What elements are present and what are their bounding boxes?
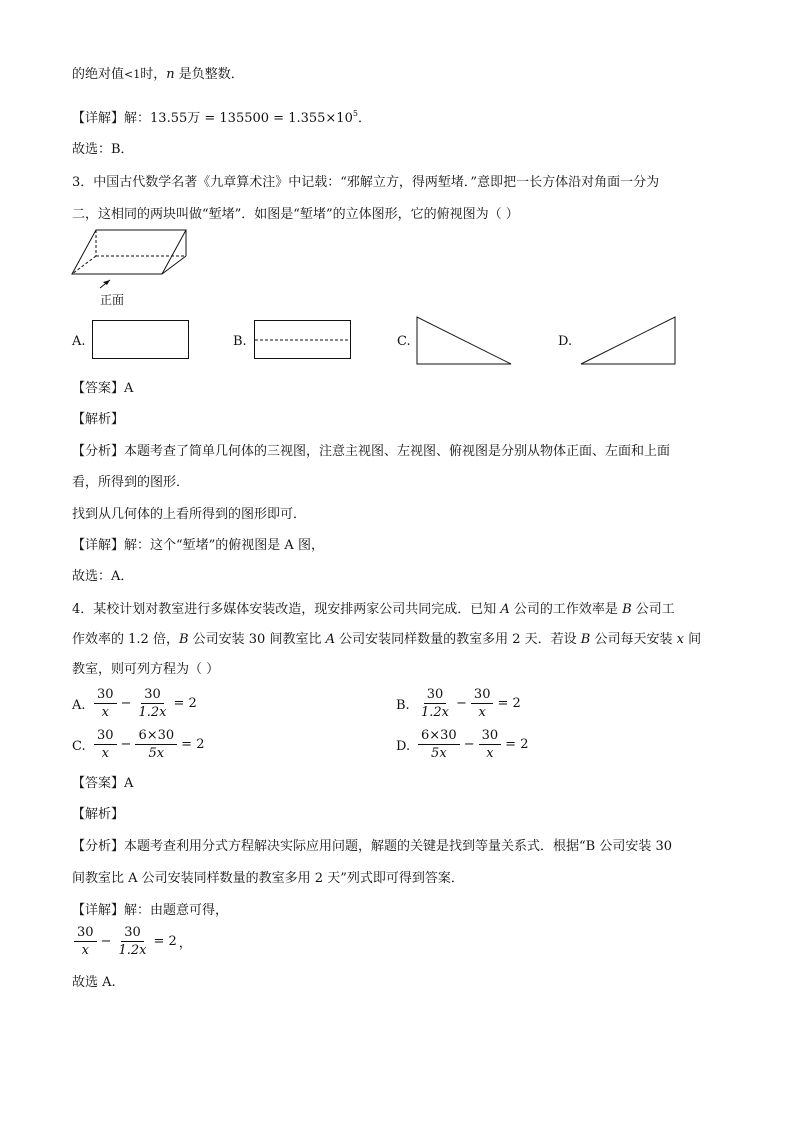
fraction xyxy=(135,687,169,720)
denominator: 5x xyxy=(431,746,447,761)
numerator: 30 xyxy=(74,925,97,942)
q3-detail: 【详解】解：这个“堑堵”的俯视图是 A 图， xyxy=(72,538,324,553)
numerator: 30 xyxy=(424,687,447,704)
equals-value: = 2 xyxy=(173,696,197,711)
q4-option-d-label[interactable]: D. xyxy=(396,739,411,754)
text-span: 解： xyxy=(124,111,151,126)
fraction xyxy=(135,728,177,761)
qiandu-solid-figure xyxy=(70,228,200,288)
q4-option-c-equation[interactable] xyxy=(92,728,206,761)
q4-answer: 【答案】A xyxy=(72,776,134,791)
variable-b: B xyxy=(178,632,189,647)
q3-fenxi-line-1: 【分析】本题考查了简单几何体的三视图，注意主视图、左视图、俯视图是分别从物体正面、左面和上面 xyxy=(72,444,671,459)
q4-option-a-equation[interactable] xyxy=(92,687,199,720)
text-span: 是负整数． xyxy=(174,67,244,82)
q4-line-2 xyxy=(72,631,701,649)
q3-option-a-rectangle[interactable] xyxy=(92,320,190,360)
variable-b: B xyxy=(580,632,591,647)
minus-sign: − xyxy=(456,696,467,711)
q3-option-c-triangle[interactable] xyxy=(416,316,514,366)
text-span: 时， xyxy=(140,67,167,82)
text-line-detail xyxy=(72,105,371,128)
variable-a: A xyxy=(325,632,335,647)
fraction xyxy=(418,728,460,761)
q4-option-a-label[interactable]: A. xyxy=(72,698,86,713)
q4-fenxi-line-2: 间教室比 A 公司安装同样数量的教室多用 2 天”列式即可得到答案． xyxy=(72,871,464,886)
denominator: x xyxy=(81,943,89,958)
text-span: 公司工 xyxy=(631,602,675,617)
variable-n: n xyxy=(166,67,175,82)
q4-analysis-tag: 【解析】 xyxy=(72,807,125,822)
text-span: 作效率的 1.2 倍， xyxy=(72,632,179,647)
q3-line-2: 二，这相同的两块叫做“堑堵”．如图是“堑堵”的立体图形，它的俯视图为（ ） xyxy=(72,207,519,222)
fraction xyxy=(418,687,452,720)
minus-sign: − xyxy=(120,696,132,711)
numerator: 30 xyxy=(94,687,117,704)
q3-fenxi-line-2: 看，所得到的图形． xyxy=(72,475,190,490)
variable-b: B xyxy=(622,602,632,617)
denominator: 1.2x xyxy=(421,705,450,720)
q4-detail: 【详解】解：由题意可得， xyxy=(72,903,229,918)
numerator: 30 xyxy=(471,687,494,704)
q3-option-d-label[interactable]: D. xyxy=(558,334,573,349)
q4-choose: 故选 A. xyxy=(72,975,116,990)
denominator: x xyxy=(478,705,486,720)
choose-line: 故选：B． xyxy=(72,142,134,157)
q4-option-c-label[interactable]: C. xyxy=(72,739,86,754)
text-span: <1 xyxy=(124,68,141,81)
fraction xyxy=(94,728,117,761)
denominator: x xyxy=(486,746,494,761)
numerator: 30 xyxy=(479,728,502,745)
fraction xyxy=(479,728,502,761)
text-span: 公司安装同样数量的教室多用 2 天．若设 xyxy=(334,632,581,647)
text-span: 4．某校计划对教室进行多媒体安装改造，现安排两家公司共同完成．已知 xyxy=(72,602,501,617)
text-span: 间 xyxy=(683,632,702,647)
q3-answer: 【答案】A xyxy=(72,381,134,396)
detail-tag: 【详解】 xyxy=(72,111,125,126)
text-span: 公司的工作效率是 xyxy=(509,602,623,617)
q3-option-a-label[interactable]: A. xyxy=(72,334,86,349)
equals-value: = 2 xyxy=(153,934,177,949)
numerator: 6×30 xyxy=(135,728,177,745)
front-label: 正面 xyxy=(100,293,125,307)
text-span: 公司每天安装 xyxy=(590,632,677,647)
math-expression: 13.55万 = 135500 = 1.355×10 xyxy=(150,111,353,126)
fraction xyxy=(115,925,149,958)
minus-sign: − xyxy=(100,934,112,949)
text-line-1 xyxy=(72,66,244,84)
denominator: 1.2x xyxy=(118,943,147,958)
q3-choose: 故选：A． xyxy=(72,569,134,584)
minus-sign: − xyxy=(120,737,132,752)
q3-option-d-triangle[interactable] xyxy=(580,316,678,366)
minus-sign: − xyxy=(463,737,475,752)
q4-option-b-label[interactable]: B. xyxy=(396,698,410,713)
q4-fenxi-line-1: 【分析】本题考查利用分式方程解决实际应用问题，解题的关键是找到等量关系式．根据“B 公司安装 30 xyxy=(72,839,673,854)
fraction xyxy=(74,925,97,958)
q3-option-b-rectangle-dashed[interactable] xyxy=(254,320,352,360)
variable-x: x xyxy=(676,632,684,647)
numerator: 30 xyxy=(141,687,164,704)
q4-line-1 xyxy=(72,601,675,619)
equals-value: = 2 xyxy=(505,737,529,752)
q3-option-c-label[interactable]: C. xyxy=(397,334,411,349)
q4-option-b-equation[interactable] xyxy=(416,687,523,720)
q3-analysis-tag: 【解析】 xyxy=(72,412,125,427)
numerator: 6×30 xyxy=(418,728,460,745)
denominator: 5x xyxy=(148,746,165,761)
equals-value: = 2 xyxy=(181,737,205,752)
q3-option-b-label[interactable]: B. xyxy=(233,334,247,349)
fraction xyxy=(94,687,117,720)
exponent: 5 xyxy=(352,109,358,118)
q3-fenxi-line-3: 找到从几何体的上看所得到的图形即可． xyxy=(72,507,307,522)
numerator: 30 xyxy=(94,728,117,745)
text-span: ． xyxy=(357,111,371,126)
numerator: 30 xyxy=(121,925,144,942)
variable-a: A xyxy=(500,602,510,617)
denominator: x xyxy=(101,746,109,761)
text-span: 公司安装 30 间教室比 xyxy=(188,632,326,647)
denominator: x xyxy=(101,705,109,720)
denominator: 1.2x xyxy=(138,705,167,720)
equals-value: = 2 xyxy=(497,696,521,711)
fraction xyxy=(471,687,494,720)
q4-line-3: 教室，则可列方程为（ ） xyxy=(72,662,220,677)
text-span: 的绝对值 xyxy=(72,67,125,82)
q3-line-1: 3．中国古代数学名著《九章算术注》中记载：“邪解立方，得两堑堵．”意即把一长方体沿对角面一分为 xyxy=(72,175,660,190)
q4-option-d-equation[interactable] xyxy=(416,728,530,761)
q4-solution-equation xyxy=(72,925,192,958)
punctuation: ， xyxy=(178,936,192,951)
